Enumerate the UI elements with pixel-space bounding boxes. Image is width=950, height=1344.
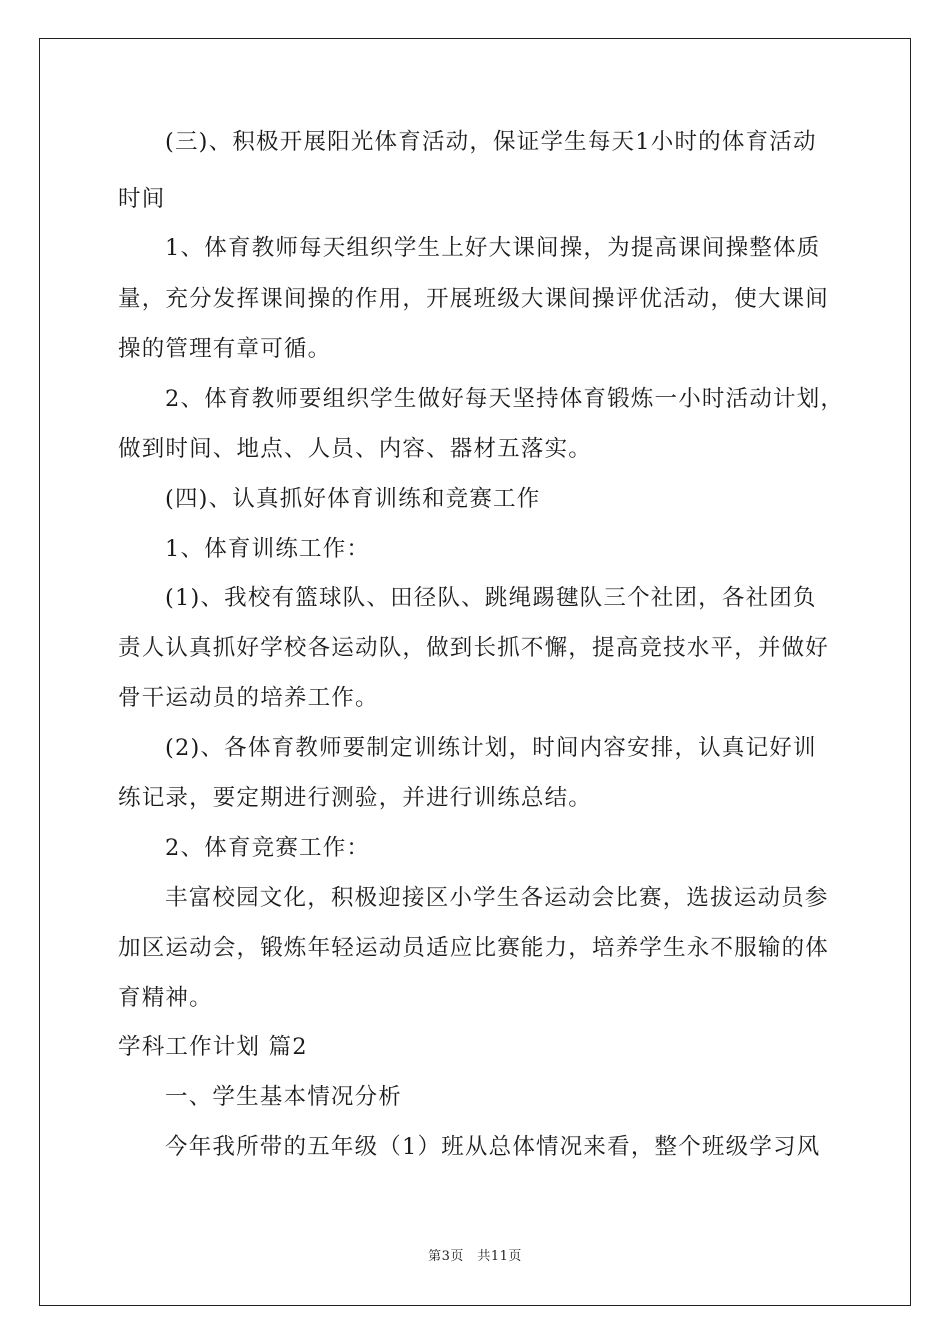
text-line: (三)、积极开展阳光体育活动，保证学生每天1小时的体育活动 [165,129,817,155]
text-line: 育精神。 [118,985,213,1011]
section-heading: 一、学生基本情况分析 [165,1084,403,1110]
text-line: 今年我所带的五年级（1）班从总体情况来看，整个班级学习风 [165,1134,821,1160]
text-line: 时间 [118,186,166,212]
page-border [39,38,911,1306]
text-line: (1)、我校有篮球队、田径队、跳绳踢毽队三个社团，各社团负 [165,585,817,611]
page-footer: 第3页 共11页 [428,1249,522,1264]
text-line: 丰富校园文化，积极迎接区小学生各运动会比赛，选拔运动员参 [165,885,829,911]
text-line: 加区运动会，锻炼年轻运动员适应比赛能力，培养学生永不服输的体 [118,935,830,961]
text-line: 1、体育训练工作： [165,536,371,562]
text-line: 操的管理有章可循。 [118,336,332,362]
text-line: 1、体育教师每天组织学生上好大课间操，为提高课间操整体质 [165,235,821,261]
section-heading: (四)、认真抓好体育训练和竞赛工作 [165,486,541,512]
text-line: 2、体育竞赛工作： [165,835,371,861]
text-line: 量，充分发挥课间操的作用，开展班级大课间操评优活动，使大课间 [118,286,830,312]
section-title: 学科工作计划 篇2 [118,1034,308,1060]
text-line: 责人认真抓好学校各运动队，做到长抓不懈，提高竞技水平，并做好 [118,635,830,661]
text-line: 练记录，要定期进行测验，并进行训练总结。 [118,785,593,811]
text-line: 做到时间、地点、人员、内容、器材五落实。 [118,436,593,462]
text-line: (2)、各体育教师要制定训练计划，时间内容安排，认真记好训 [165,735,817,761]
text-line: 2、体育教师要组织学生做好每天坚持体育锻炼一小时活动计划， [165,386,845,412]
text-line: 骨干运动员的培养工作。 [118,685,379,711]
